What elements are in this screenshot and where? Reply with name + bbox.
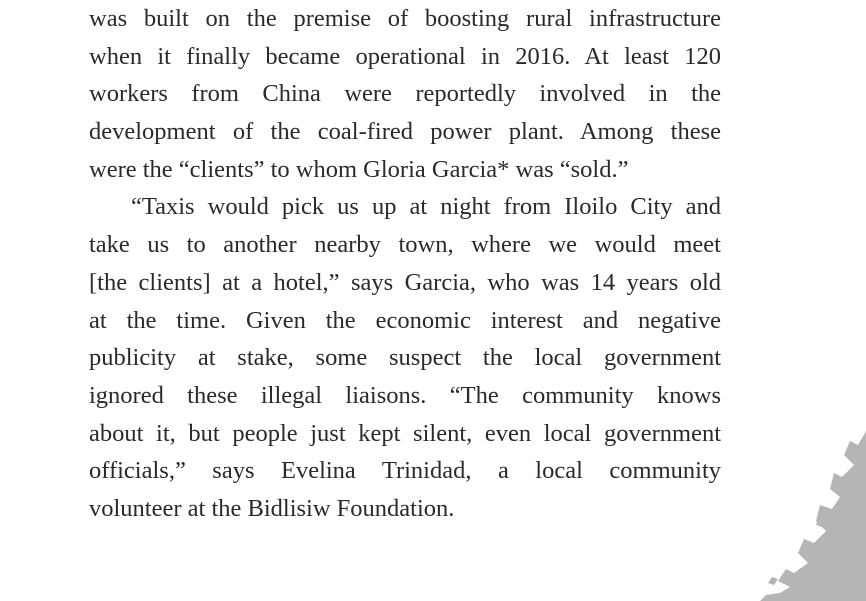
paragraph-line: publicity at stake, some suspect the local government	[89, 344, 721, 372]
paragraph-line: take us to another nearby town, where we would meet	[89, 231, 721, 259]
paragraph-line: workers from China were reportedly involved in the	[89, 80, 721, 108]
paragraph-line: was built on the premise of boosting rural infrastructure	[89, 5, 721, 32]
paragraph-line: ignored these illegal liaisons. “The community knows	[89, 381, 721, 409]
paragraph-line: volunteer at the Bidlisiw Foundation.	[89, 494, 455, 522]
paragraph-line: were the “clients” to whom Gloria Garcia* was “sold.”	[89, 155, 629, 183]
map-fragment-icon	[746, 431, 866, 601]
paragraph-line: [the clients] at a hotel,” says Garcia, who was 14 years old	[89, 268, 721, 296]
paragraph-line: when it finally became operational in 2016. At least 120	[89, 42, 721, 70]
paragraph-line: about it, but people just kept silent, even local government	[89, 419, 721, 447]
article-body	[89, 0, 721, 528]
paragraph-line: “Taxis would pick us up at night from Iloilo City and	[131, 193, 721, 221]
paragraph-line: officials,” says Evelina Trinidad, a local community	[89, 457, 721, 485]
paragraph-line: development of the coal-fired power plant. Among these	[89, 118, 721, 146]
paragraph-line: at the time. Given the economic interest and negative	[89, 306, 721, 334]
